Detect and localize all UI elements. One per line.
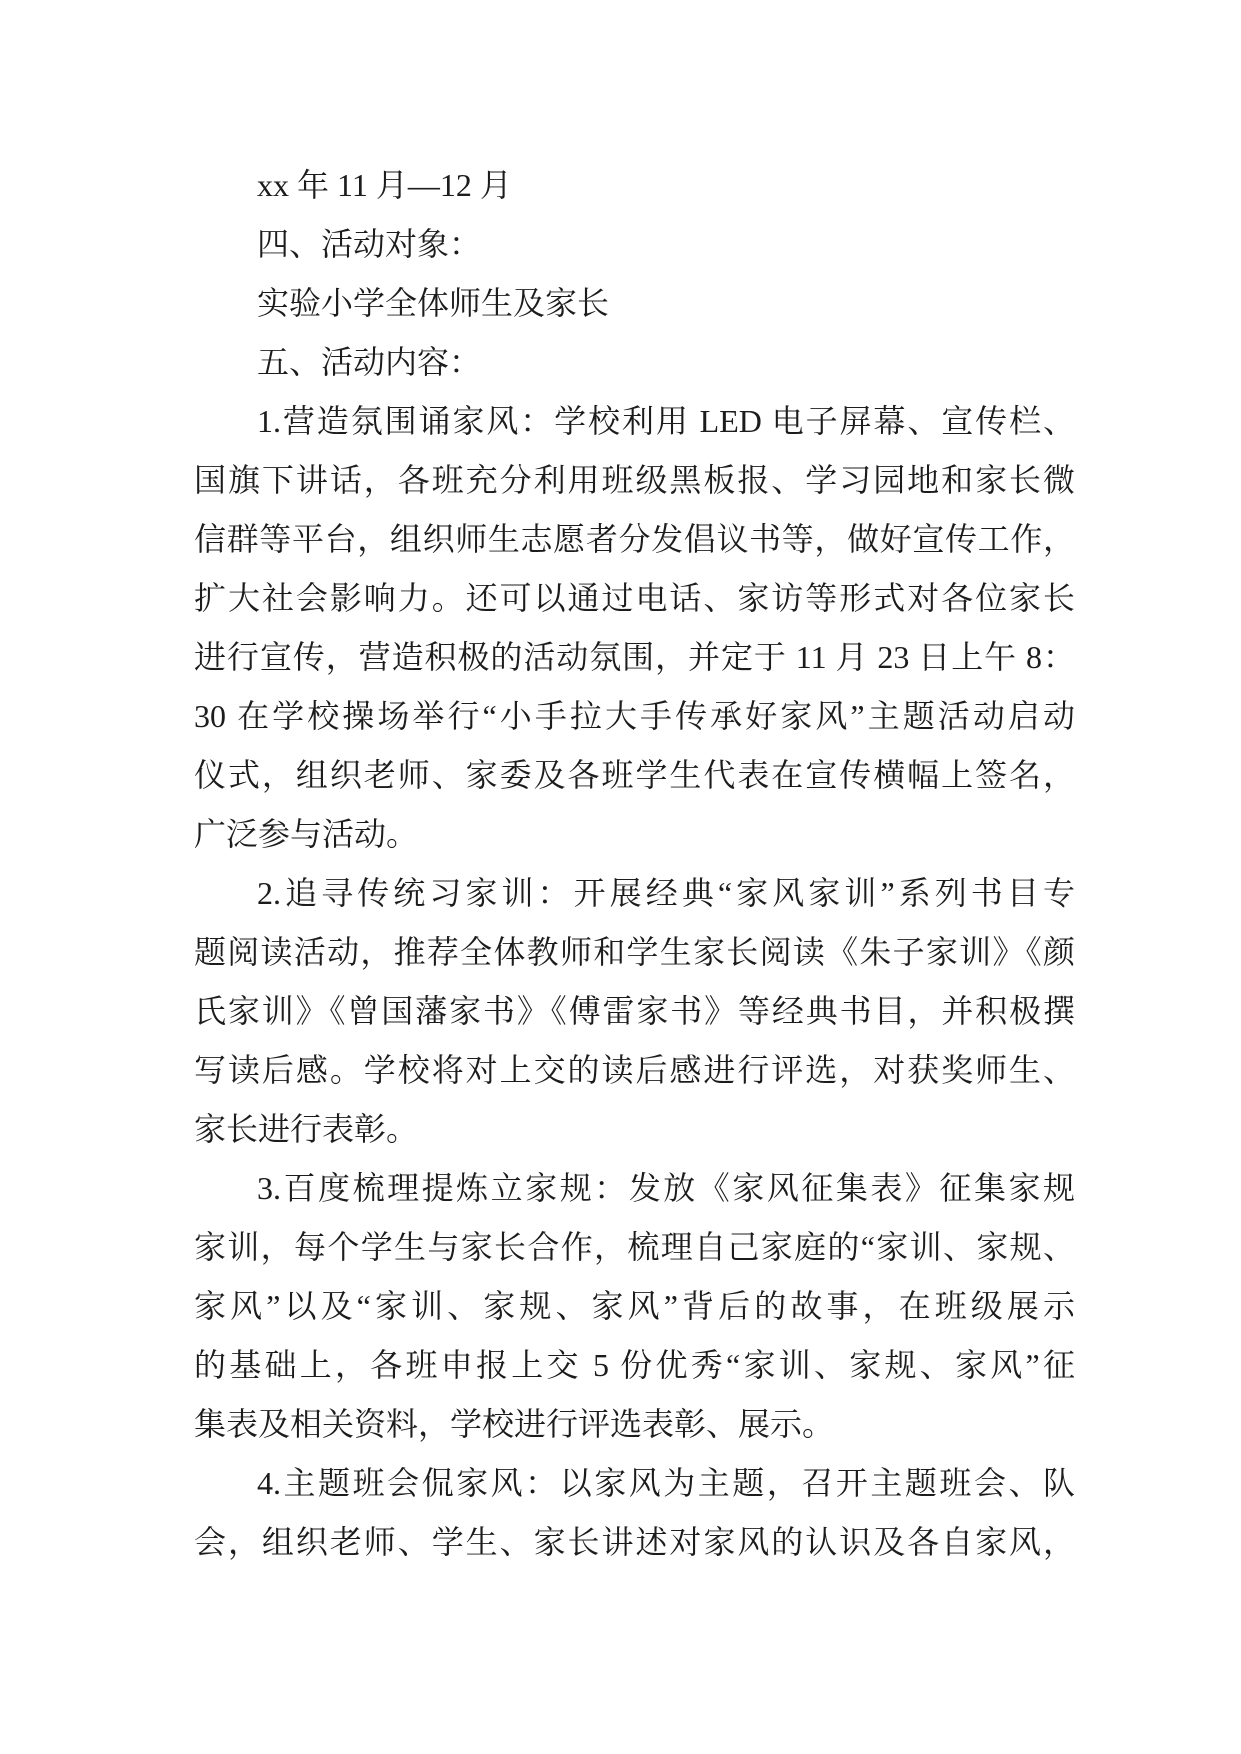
text-line: 仪式，组织老师、家委及各班学生代表在宣传横幅上签名， [194, 757, 1075, 793]
text-line: 30 在学校操场举行“小手拉大手传承好家风”主题活动启动 [194, 698, 1075, 734]
text-line: 家风”以及“家训、家规、家风”背后的故事，在班级展示 [194, 1288, 1075, 1324]
paragraph-activity-target [194, 274, 1075, 333]
text-line: 集表及相关资料，学校进行评选表彰、展示。 [194, 1406, 835, 1442]
heading-activity-content [194, 333, 1075, 392]
paragraph-date [194, 156, 1075, 215]
text-line: 信群等平台，组织师生志愿者分发倡议书等，做好宣传工作， [194, 521, 1075, 557]
text-line: 2.追寻传统习家训：开展经典“家风家训”系列书目专 [257, 875, 1075, 911]
text-line: 会，组织老师、学生、家长讲述对家风的认识及各自家风， [194, 1524, 1075, 1560]
section-heading: 四、活动对象： [257, 226, 482, 262]
text-line: 广泛参与活动。 [194, 816, 419, 852]
text-line: 实验小学全体师生及家长 [257, 285, 610, 321]
text-line: 题阅读活动，推荐全体教师和学生家长阅读《朱子家训》《颜 [194, 934, 1075, 970]
text-line: 3.百度梳理提炼立家规：发放《家风征集表》征集家规 [257, 1170, 1075, 1206]
text-line: 家长进行表彰。 [194, 1111, 419, 1147]
text-line: 4.主题班会侃家风：以家风为主题，召开主题班会、队 [257, 1465, 1075, 1501]
paragraph-item-2 [194, 864, 1075, 1159]
text-line: 国旗下讲话，各班充分利用班级黑板报、学习园地和家长微 [194, 462, 1075, 498]
paragraph-item-1 [194, 392, 1075, 864]
text-line: 1.营造氛围诵家风：学校利用 LED 电子屏幕、宣传栏、 [257, 403, 1075, 439]
text-line: xx 年 11 月—12 月 [257, 167, 512, 203]
heading-activity-target [194, 215, 1075, 274]
document-body [194, 156, 1075, 1572]
text-line: 写读后感。学校将对上交的读后感进行评选，对获奖师生、 [194, 1052, 1075, 1088]
text-line: 氏家训》《曾国藩家书》《傅雷家书》等经典书目，并积极撰 [194, 993, 1075, 1029]
paragraph-item-4 [194, 1454, 1075, 1572]
text-line: 扩大社会影响力。还可以通过电话、家访等形式对各位家长 [194, 580, 1075, 616]
text-line: 的基础上，各班申报上交 5 份优秀“家训、家规、家风”征 [194, 1347, 1075, 1383]
section-heading: 五、活动内容： [257, 344, 482, 380]
text-line: 家训，每个学生与家长合作，梳理自己家庭的“家训、家规、 [194, 1229, 1075, 1265]
paragraph-item-3 [194, 1159, 1075, 1454]
text-line: 进行宣传，营造积极的活动氛围，并定于 11 月 23 日上午 8： [194, 639, 1075, 675]
